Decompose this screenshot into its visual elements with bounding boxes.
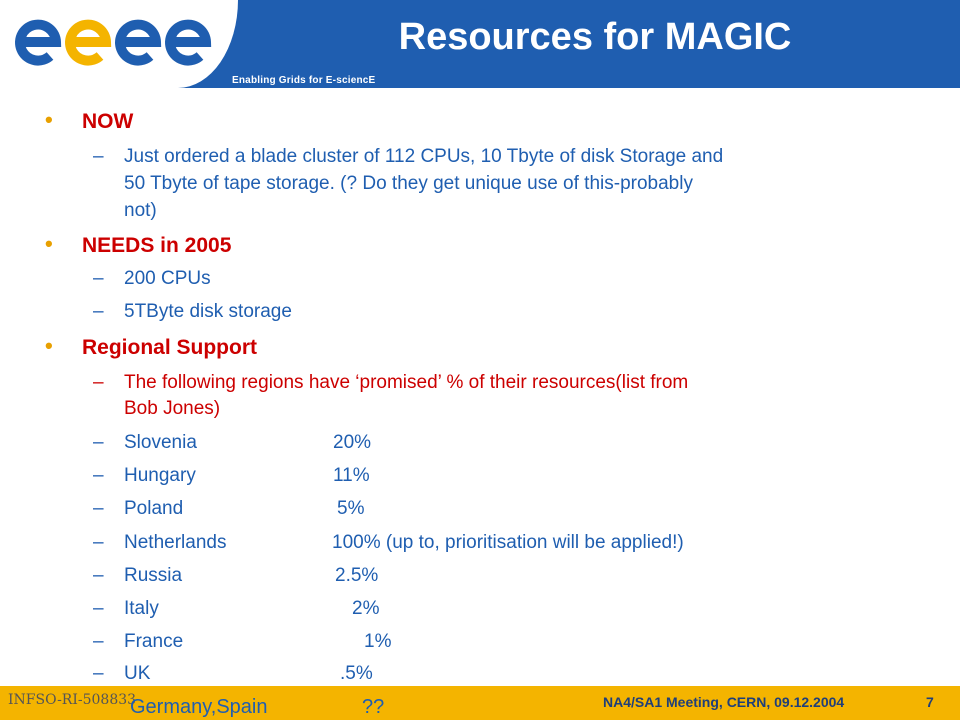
dash-icon: – [93, 631, 104, 652]
dash-icon: – [93, 268, 104, 289]
tagline: Enabling Grids for E-sciencE [232, 75, 376, 86]
region-share: ?? [362, 696, 385, 718]
region-name: Hungary [124, 465, 196, 486]
footer-project-id: INFSO-RI-508833 [8, 692, 137, 708]
dash-icon: – [93, 146, 104, 167]
region-name: Russia [124, 565, 183, 586]
region-name: Italy [124, 598, 159, 619]
region-share: 11% [333, 465, 370, 486]
logo-panel [0, 0, 238, 88]
region-name: Netherlands [124, 532, 227, 553]
region-name: Slovenia [124, 432, 197, 453]
bullet-dot-icon: • [45, 231, 53, 256]
region-share: 20% [333, 432, 372, 453]
slide-title: Resources for MAGIC [398, 16, 792, 58]
bullet-dot-icon: • [45, 333, 53, 358]
footer-meeting: NA4/SA1 Meeting, CERN, 09.12.2004 [603, 694, 845, 710]
region-share: 2% [352, 598, 380, 619]
dash-icon: – [93, 301, 104, 322]
dash-icon: – [93, 565, 104, 586]
page-number: 7 [926, 694, 934, 710]
dash-icon: – [93, 498, 104, 519]
region-share: 1% [364, 631, 392, 652]
item-text: 5TByte disk storage [124, 301, 292, 322]
item-text: not) [124, 200, 157, 221]
bullet-label: Regional Support [82, 336, 257, 359]
bullet-dot-icon: • [45, 107, 53, 132]
region-share: 100% (up to, prioritisation will be applied!) [332, 532, 684, 553]
region-name: France [124, 631, 184, 652]
region-name: UK [124, 663, 151, 684]
region-share: 2.5% [335, 565, 379, 586]
region-name: Germany,Spain [130, 696, 268, 718]
dash-icon: – [93, 432, 104, 453]
dash-icon: – [93, 465, 104, 486]
item-text: 200 CPUs [124, 268, 211, 289]
item-text: 50 Tbyte of tape storage. (? Do they get unique use of this-probably [124, 173, 693, 194]
region-share: 5% [337, 498, 365, 519]
item-text: The following regions have ‘promised’ % of their resources(list from [124, 372, 689, 393]
item-text: Just ordered a blade cluster of 112 CPUs, 10 Tbyte of disk Storage and [124, 146, 724, 167]
dash-icon: – [93, 598, 104, 619]
dash-icon: – [93, 372, 104, 393]
region-name: Poland [124, 498, 184, 519]
dash-icon: – [93, 532, 104, 553]
bullet-label: NOW [82, 110, 134, 133]
region-share: .5% [340, 663, 373, 684]
item-text: Bob Jones) [124, 398, 221, 419]
egee-logo [12, 8, 227, 74]
dash-icon: – [93, 663, 104, 684]
bullet-label: NEEDS in 2005 [82, 234, 232, 257]
